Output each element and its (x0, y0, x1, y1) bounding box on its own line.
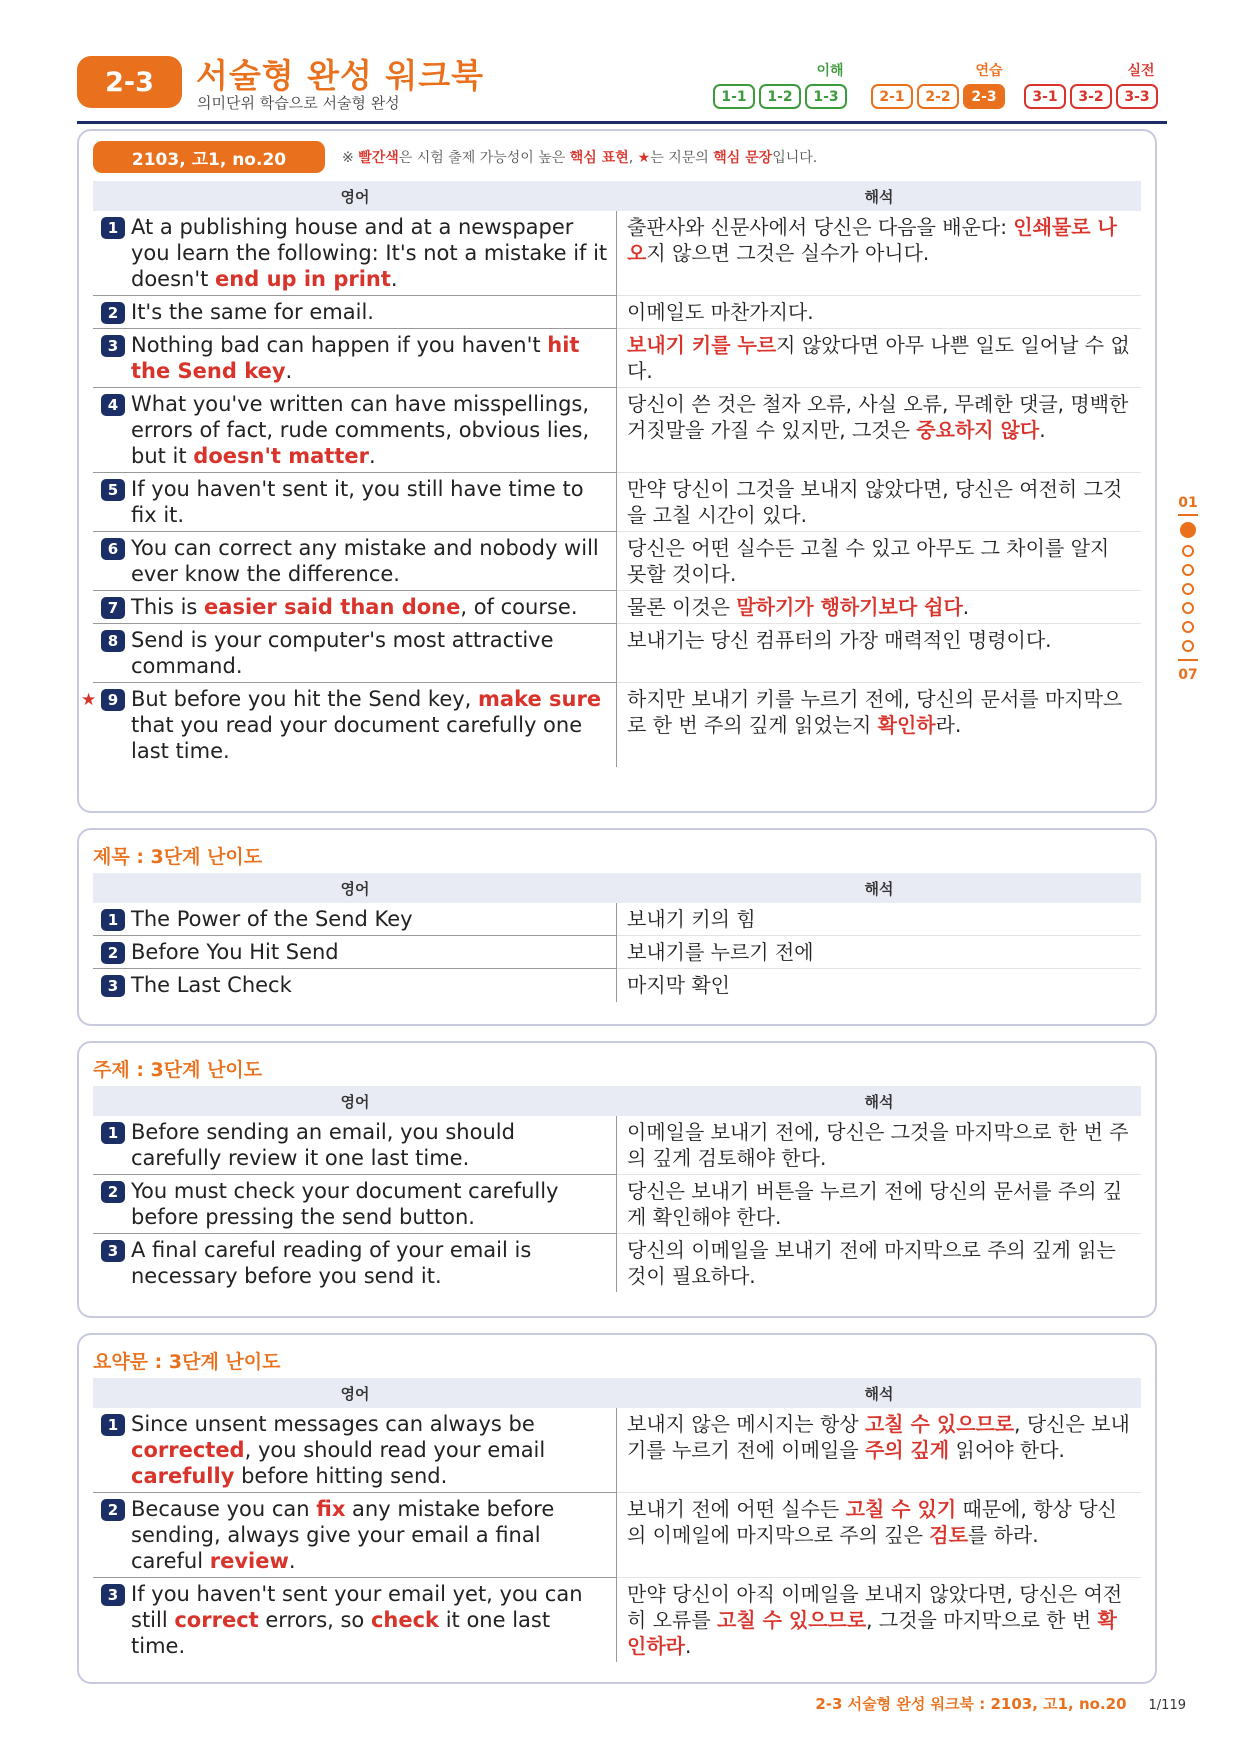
text-segment: The Last Check (131, 973, 292, 997)
text-segment: . (390, 267, 398, 291)
topic-table (93, 1086, 1141, 1292)
text-segment: 보내기는 당신 컴퓨터의 가장 매력적인 명령이다. (627, 628, 1052, 652)
table-row (93, 969, 1141, 1002)
korean-translation (617, 1234, 1141, 1292)
side-nav-dot-active[interactable] (1180, 522, 1196, 538)
sentence-number: 1 (101, 217, 125, 239)
key-expression: make sure (478, 687, 602, 711)
title-table (93, 873, 1141, 1002)
korean-translation (617, 329, 1141, 388)
side-progress-nav (1178, 495, 1198, 683)
group-label-practice: 연습 (975, 63, 1003, 79)
text-segment: 물론 이것은 (627, 595, 737, 619)
key-expression: end up in print (215, 267, 391, 291)
sentence-number: 1 (101, 909, 125, 931)
page-number: 1/119 (1148, 1698, 1186, 1713)
korean-translation (617, 591, 1141, 624)
text-segment: But before you hit the Send key, (131, 687, 479, 711)
text-segment: 보내기 키의 힘 (627, 907, 756, 931)
text-segment: 를 하라. (967, 1523, 1039, 1547)
passage-card (77, 129, 1157, 813)
side-nav-rule (1178, 514, 1198, 516)
text-segment: You can correct any mistake and nobody will ever know the difference. (131, 536, 599, 586)
english-sentence (93, 473, 617, 532)
side-nav-dots (1178, 522, 1198, 652)
korean-translation (617, 1116, 1141, 1175)
text-segment: , 당신은 보내기를 누르기 전에 이메일을 (627, 1412, 1130, 1462)
side-nav-dot[interactable] (1182, 545, 1194, 557)
side-nav-dot[interactable] (1182, 602, 1194, 614)
english-sentence (93, 1234, 617, 1292)
table-row (93, 296, 1141, 329)
summary-table (93, 1378, 1141, 1662)
korean-translation (617, 211, 1141, 296)
english-sentence (93, 1408, 617, 1493)
table-header (93, 1086, 1141, 1116)
english-sentence (93, 591, 617, 624)
text-segment: 만약 당신이 그것을 보내지 않았다면, 당신은 여전히 그것을 고칠 시간이 있다. (627, 477, 1123, 527)
step-group-understand (713, 84, 847, 109)
step-group-practice (871, 84, 1005, 109)
summary-card (77, 1333, 1157, 1684)
korean-translation (617, 1493, 1141, 1578)
english-sentence (93, 532, 617, 591)
korean-translation (617, 388, 1141, 473)
key-expression: 주의 깊게 (864, 1438, 950, 1462)
text-segment: errors, so (258, 1608, 371, 1632)
english-sentence (93, 1116, 617, 1175)
text-segment: You must check your document carefully before pressing the send button. (131, 1179, 559, 1229)
text-segment: any mistake before sending, always give your email a final careful (131, 1497, 555, 1573)
text-segment: 보내기 전에 어떤 실수든 (627, 1497, 846, 1521)
korean-translation (617, 1175, 1141, 1234)
text-segment: Send is your computer's most attractive command. (131, 628, 554, 678)
text-segment: Since unsent messages can always be (131, 1412, 535, 1436)
section-heading-summary: 요약문 : 3단계 난이도 (93, 1351, 281, 1373)
footer-title: 2-3 서술형 완성 워크북 : 2103, 고1, no.20 (815, 1695, 1127, 1713)
step-1-2[interactable]: 1-2 (759, 84, 801, 109)
text-segment: before hitting send. (234, 1464, 448, 1488)
text-segment: Before You Hit Send (131, 940, 339, 964)
table-row (93, 591, 1141, 624)
key-expression: 확인하 (877, 713, 936, 737)
col-english: 영어 (340, 1092, 370, 1111)
key-expression: hit the Send key (131, 333, 580, 383)
group-label-understand: 이해 (816, 63, 844, 79)
key-expression: doesn't matter (193, 444, 369, 468)
table-header (93, 1378, 1141, 1408)
text-segment: . (288, 1549, 296, 1573)
sentence-number: 3 (101, 975, 125, 997)
table-row (93, 473, 1141, 532)
col-english: 영어 (340, 187, 370, 206)
key-expression: carefully (131, 1464, 235, 1488)
side-nav-start: 01 (1178, 495, 1198, 511)
english-sentence (93, 1578, 617, 1662)
table-row (81, 683, 1141, 767)
text-segment: it one last time. (131, 1608, 551, 1658)
page-title: 서술형 완성 워크북 (196, 56, 485, 95)
legend-note: ※ 빨간색은 시험 출제 가능성이 높은 핵심 표현, ★는 지문의 핵심 문장입니다. (342, 150, 818, 166)
col-korean: 해석 (864, 1092, 894, 1111)
table-header (93, 873, 1141, 903)
english-sentence (93, 969, 617, 1002)
source-label: 2103, 고1, no.20 (93, 141, 325, 173)
table-row (93, 329, 1141, 388)
english-sentence (93, 936, 617, 969)
korean-translation (617, 903, 1141, 936)
text-segment: 지 않으면 그것은 실수가 아니다. (646, 241, 930, 265)
step-group-real (1024, 84, 1158, 109)
step-1-1[interactable]: 1-1 (713, 84, 755, 109)
sentence-number: 3 (101, 335, 125, 357)
side-nav-dot[interactable] (1182, 621, 1194, 633)
col-korean: 해석 (864, 879, 894, 898)
text-segment: , of course. (460, 595, 578, 619)
sentence-number: 1 (101, 1414, 125, 1436)
text-segment: 보내기를 누르기 전에 (627, 940, 814, 964)
step-2-2[interactable]: 2-2 (917, 84, 959, 109)
step-1-3[interactable]: 1-3 (805, 84, 847, 109)
text-segment: 마지막 확인 (627, 973, 730, 997)
text-segment: . (285, 359, 293, 383)
english-sentence (93, 1493, 617, 1578)
step-3-2[interactable]: 3-2 (1070, 84, 1112, 109)
key-expression: 보내기 키를 누르 (627, 333, 777, 357)
table-row (93, 1408, 1141, 1493)
page-footer (815, 1693, 1186, 1714)
key-expression: 확인하라 (627, 1608, 1117, 1658)
text-segment: 보내지 않은 메시지는 항상 (627, 1412, 865, 1436)
table-row (93, 388, 1141, 473)
passage-table (81, 181, 1141, 767)
key-expression: correct (174, 1608, 259, 1632)
text-segment: Nothing bad can happen if you haven't (131, 333, 548, 357)
text-segment: 하지만 보내기 키를 누르기 전에, 당신의 문서를 마지막으로 한 번 주의 깊게 읽었는지 (627, 687, 1123, 737)
page-header (77, 50, 1167, 122)
korean-translation (617, 532, 1141, 591)
english-sentence (93, 211, 617, 296)
table-body (93, 1116, 1141, 1292)
text-segment: , 그것을 마지막으로 한 번 (866, 1608, 1098, 1632)
text-segment: 당신은 보내기 버튼을 누르기 전에 당신의 문서를 주의 깊게 확인해야 한다. (627, 1179, 1123, 1229)
side-nav-dot[interactable] (1182, 564, 1194, 576)
sentence-number: 2 (101, 942, 125, 964)
side-nav-dot[interactable] (1182, 583, 1194, 595)
korean-translation (617, 624, 1141, 683)
english-sentence (93, 1175, 617, 1234)
english-sentence (81, 683, 617, 767)
group-label-real: 실전 (1127, 63, 1155, 79)
key-expression: review (209, 1549, 289, 1573)
text-segment: 당신의 이메일을 보내기 전에 마지막으로 주의 깊게 읽는 것이 필요하다. (627, 1238, 1116, 1288)
text-segment: that you read your document carefully one last time. (131, 713, 583, 763)
text-segment: 때문에, 항상 당신의 이메일에 마지막으로 주의 깊은 (627, 1497, 1117, 1547)
sentence-number: 8 (101, 630, 125, 652)
text-segment: The Power of the Send Key (131, 907, 413, 931)
table-row (93, 903, 1141, 936)
table-row (93, 624, 1141, 683)
text-segment: 당신은 어떤 실수든 고칠 수 있고 아무도 그 차이를 알지 못할 것이다. (627, 536, 1110, 586)
key-expression: check (370, 1608, 440, 1632)
key-expression: fix (316, 1497, 346, 1521)
sentence-number: 5 (101, 479, 125, 501)
key-expression: 중요하지 않다 (916, 418, 1040, 442)
text-segment: 당신이 쓴 것은 철자 오류, 사실 오류, 무례한 댓글, 명백한 거짓말을 가질 수 있지만, 그것은 (627, 392, 1129, 442)
table-row (93, 1175, 1141, 1234)
key-expression: 고칠 수 있으므로 (864, 1412, 1015, 1436)
col-korean: 해석 (864, 187, 894, 206)
text-segment: . (1039, 418, 1046, 442)
text-segment: . (684, 1634, 692, 1658)
text-segment: 출판사와 신문사에서 당신은 다음을 배운다: (627, 215, 1014, 239)
key-expression: corrected (131, 1438, 245, 1462)
text-segment: 이메일도 마찬가지다. (627, 300, 814, 324)
step-3-3[interactable]: 3-3 (1116, 84, 1158, 109)
text-segment: . (962, 595, 970, 619)
table-body (93, 1408, 1141, 1662)
text-segment: This is (131, 595, 205, 619)
english-sentence (93, 329, 617, 388)
col-korean: 해석 (864, 1384, 894, 1403)
text-segment: , you should read your email (244, 1438, 546, 1462)
text-segment: 라. (935, 713, 962, 737)
table-row (93, 1578, 1141, 1662)
text-segment: Because you can (131, 1497, 317, 1521)
korean-translation (617, 473, 1141, 532)
korean-translation (617, 296, 1141, 329)
english-sentence (93, 296, 617, 329)
text-segment: If you haven't sent your email yet, you can still (131, 1582, 583, 1632)
text-segment: Before sending an email, you should carefully review it one last time. (131, 1120, 515, 1170)
english-sentence (93, 624, 617, 683)
table-row (93, 1493, 1141, 1578)
step-2-3-active[interactable]: 2-3 (963, 84, 1005, 109)
korean-translation (617, 1578, 1141, 1662)
unit-badge: 2-3 (77, 56, 182, 108)
sentence-number: 9 (101, 689, 125, 711)
table-header (93, 181, 1141, 211)
korean-translation (617, 1408, 1141, 1493)
text-segment: It's the same for email. (131, 300, 374, 324)
text-segment: 읽어야 한다. (949, 1438, 1065, 1462)
title-card (77, 828, 1157, 1026)
sentence-number: 2 (101, 1499, 125, 1521)
key-expression: 인쇄물로 나오 (627, 215, 1117, 265)
text-segment: A final careful reading of your email is necessary before you send it. (131, 1238, 532, 1288)
header-divider (77, 121, 1167, 124)
text-segment: 만약 당신이 아직 이메일을 보내지 않았다면, 당신은 여전히 오류를 (627, 1582, 1123, 1632)
col-english: 영어 (340, 1384, 370, 1403)
col-english: 영어 (340, 879, 370, 898)
section-heading-topic: 주제 : 3단계 난이도 (93, 1059, 263, 1081)
table-row (93, 1116, 1141, 1175)
key-expression: 고칠 수 있기 (845, 1497, 957, 1521)
sentence-number: 2 (101, 1181, 125, 1203)
key-expression: 검토 (929, 1523, 968, 1547)
sentence-number: 7 (101, 597, 125, 619)
korean-translation (617, 936, 1141, 969)
sentence-number: 4 (101, 394, 125, 416)
table-row (93, 532, 1141, 591)
side-nav-dot[interactable] (1182, 640, 1194, 652)
sentence-number: 3 (101, 1240, 125, 1262)
side-nav-rule (1178, 659, 1198, 661)
english-sentence (93, 388, 617, 473)
text-segment: If you haven't sent it, you still have time to fix it. (131, 477, 584, 527)
text-segment: What you've written can have misspellings, errors of fact, rude comments, obvious lies, but it (131, 392, 590, 468)
text-segment: 지 않았다면 아무 나쁜 일도 일어날 수 없다. (627, 333, 1130, 383)
key-expression: 말하기가 행하기보다 쉽다 (736, 595, 963, 619)
table-row (93, 936, 1141, 969)
english-sentence (93, 903, 617, 936)
key-sentence-star: ★ (81, 690, 97, 710)
section-heading-title: 제목 : 3단계 난이도 (93, 846, 263, 868)
text-segment: 이메일을 보내기 전에, 당신은 그것을 마지막으로 한 번 주의 깊게 검토해야 한다. (627, 1120, 1129, 1170)
table-body (93, 903, 1141, 1002)
step-3-1[interactable]: 3-1 (1024, 84, 1066, 109)
sentence-number: 6 (101, 538, 125, 560)
key-expression: easier said than done (204, 595, 461, 619)
side-nav-end: 07 (1178, 667, 1198, 683)
sentence-number: 2 (101, 302, 125, 324)
text-segment: . (368, 444, 376, 468)
table-row (93, 1234, 1141, 1292)
page-subtitle: 의미단위 학습으로 서술형 완성 (197, 94, 400, 112)
sentence-number: 1 (101, 1122, 125, 1144)
key-expression: 고칠 수 있으므로 (717, 1608, 867, 1632)
text-segment: At a publishing house and at a newspaper you learn the following: It's not a mistake if it doesn't (131, 215, 608, 291)
korean-translation (617, 969, 1141, 1002)
step-2-1[interactable]: 2-1 (871, 84, 913, 109)
sentence-number: 3 (101, 1584, 125, 1606)
table-row (93, 211, 1141, 296)
korean-translation (617, 683, 1141, 767)
table-body (81, 211, 1141, 767)
topic-card (77, 1041, 1157, 1318)
